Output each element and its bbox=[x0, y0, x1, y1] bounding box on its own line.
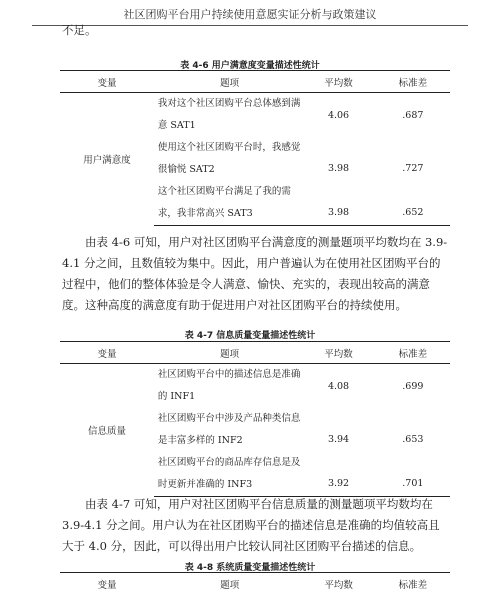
table-4-7-header-variable: 变量 bbox=[60, 342, 154, 364]
table-4-7-item-inf2: 社区团购平台中涉及产品种类信息是丰富多样的 INF2 bbox=[154, 408, 301, 452]
table-4-6-mean-sat1: 4.06 bbox=[301, 93, 375, 138]
table-4-7 bbox=[60, 341, 450, 497]
table-4-6-variable: 用户满意度 bbox=[60, 93, 154, 226]
table-4-7-mean-inf3: 3.92 bbox=[301, 452, 375, 497]
table-4-8-header-sd: 标准差 bbox=[376, 573, 450, 594]
table-4-8-caption: 表 4-8 系统质量变量描述性统计 bbox=[0, 560, 500, 573]
paragraph-1: 由表 4-6 可知，用户对社区团购平台满意度的测量题项平均数均在 3.9-4.1 分之间，且数值较为集中。因此，用户普遍认为在使用社区团购平台的过程中，他们的整体体验是令人满意、愉快、充实的，表现出较高的满意度。这种高度的满意度有助于促进用户对社区团购平台的持续使用。 bbox=[62, 232, 450, 316]
table-4-7-sd-inf1: .699 bbox=[376, 364, 450, 409]
table-4-8-header-variable: 变量 bbox=[60, 573, 154, 594]
table-4-6-item-sat3: 这个社区团购平台满足了我的需求，我非常高兴 SAT3 bbox=[154, 181, 301, 226]
table-4-6-item-sat2: 使用这个社区团购平台时，我感觉很愉悦 SAT2 bbox=[154, 137, 301, 181]
table-4-7-item-inf3: 社区团购平台的商品库存信息是及时更新并准确的 INF3 bbox=[154, 452, 301, 497]
table-4-8-header-mean: 平均数 bbox=[301, 573, 375, 594]
table-row bbox=[60, 93, 450, 138]
table-4-7-caption: 表 4-7 信息质量变量描述性统计 bbox=[0, 328, 500, 341]
table-row bbox=[60, 364, 450, 409]
table-4-7-mean-inf2: 3.94 bbox=[301, 408, 375, 452]
table-4-7-header-mean: 平均数 bbox=[301, 342, 375, 364]
running-header: 社区团购平台用户持续使用意愿实证分析与政策建议 bbox=[32, 6, 468, 26]
table-4-6-sd-sat1: .687 bbox=[376, 93, 450, 138]
table-4-6 bbox=[60, 70, 450, 226]
table-4-8-header-item: 题项 bbox=[154, 573, 301, 594]
table-4-7-header-item: 题项 bbox=[154, 342, 301, 364]
table-4-6-header-item: 题项 bbox=[154, 71, 301, 93]
table-4-6-header-sd: 标准差 bbox=[376, 71, 450, 93]
table-4-6-header-variable: 变量 bbox=[60, 71, 154, 93]
table-4-7-mean-inf1: 4.08 bbox=[301, 364, 375, 409]
table-4-7-sd-inf3: .701 bbox=[376, 452, 450, 497]
table-4-6-sd-sat2: .727 bbox=[376, 137, 450, 181]
table-4-6-mean-sat2: 3.98 bbox=[301, 137, 375, 181]
table-4-6-mean-sat3: 3.98 bbox=[301, 181, 375, 226]
table-4-6-caption: 表 4-6 用户满意度变量描述性统计 bbox=[0, 58, 500, 71]
table-4-7-variable: 信息质量 bbox=[60, 364, 154, 497]
top-fragment: 不足。 bbox=[62, 22, 97, 38]
table-4-8 bbox=[60, 572, 450, 594]
table-4-6-sd-sat3: .652 bbox=[376, 181, 450, 226]
table-4-6-item-sat1: 我对这个社区团购平台总体感到满意 SAT1 bbox=[154, 93, 301, 138]
paragraph-2: 由表 4-7 可知，用户对社区团购平台信息质量的测量题项平均数均在 3.9-4.1 分之间。用户认为在社区团购平台的描述信息是准确的均值较高且大于 4.0 分，因此，可以得出用户比较认同社区团购平台描述的信息。 bbox=[62, 494, 450, 557]
table-4-7-sd-inf2: .653 bbox=[376, 408, 450, 452]
table-4-7-header-sd: 标准差 bbox=[376, 342, 450, 364]
table-4-6-header-mean: 平均数 bbox=[301, 71, 375, 93]
table-4-7-item-inf1: 社区团购平台中的描述信息是准确的 INF1 bbox=[154, 364, 301, 409]
